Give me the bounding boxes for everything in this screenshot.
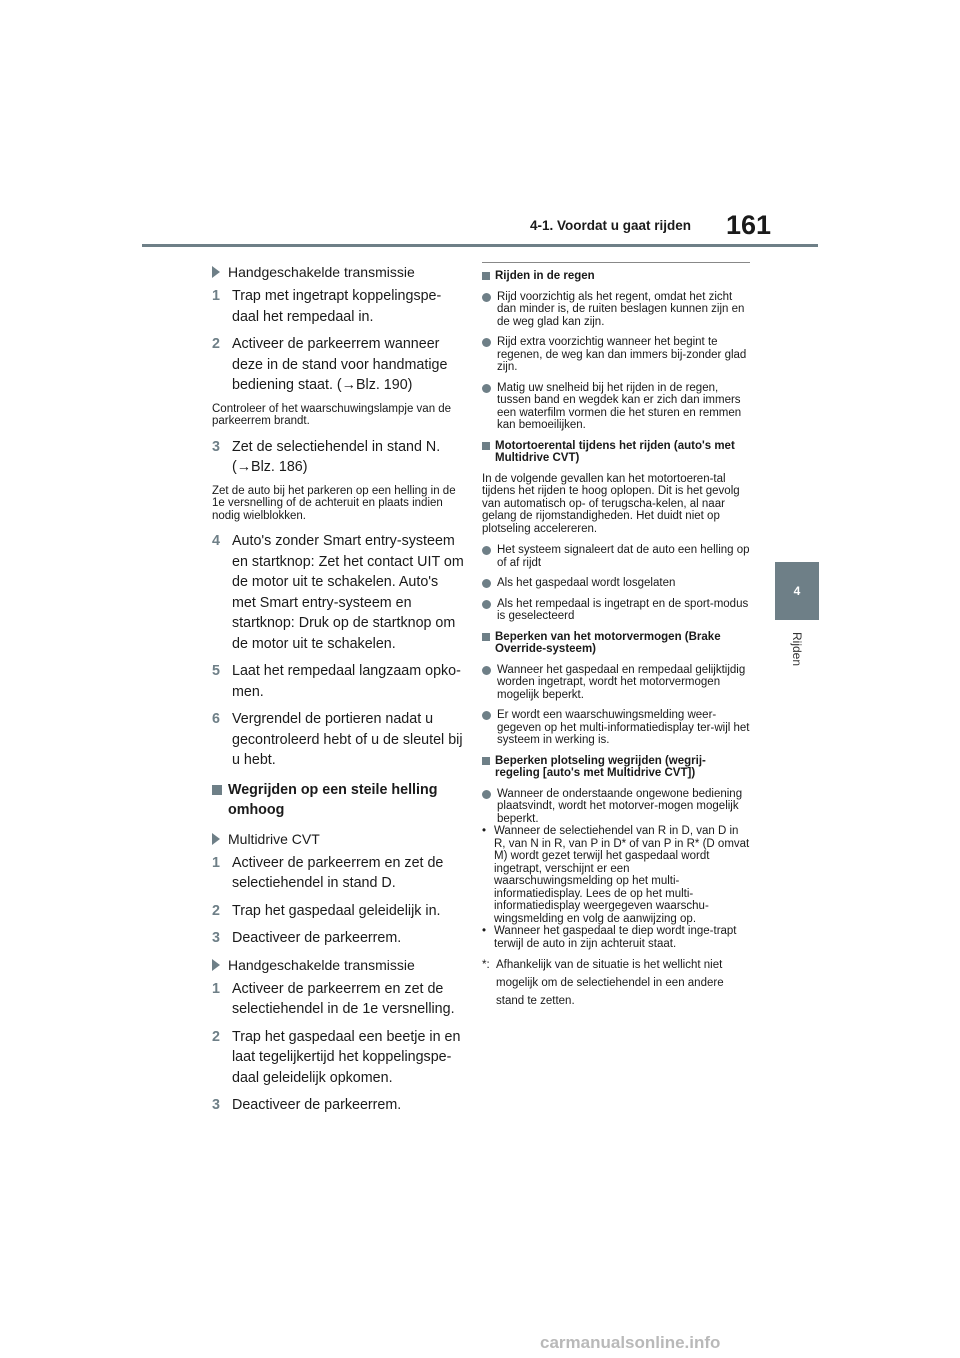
step: 1 Trap met ingetrapt koppelingspe-daal het rempedaal in.: [212, 288, 442, 325]
bullet-icon: [482, 790, 491, 799]
bullet-icon: [482, 711, 491, 720]
step: 4 Auto's zonder Smart entry-systeem en startknop: Zet het contact UIT om de motor uit te schakelen. Auto's met Smart entry-systeem en startknop: Druk op de startknop om de motor uit te schakelen.: [212, 533, 464, 652]
square-icon: [482, 633, 490, 641]
info-heading: Rijden in de regen: [482, 270, 750, 283]
bullet-icon: [482, 666, 491, 675]
info-heading: Beperken plotseling wegrijden (wegrij-regeling [auto's met Multidrive CVT]): [482, 755, 750, 780]
bullet-item: Het systeem signaleert dat de auto een helling op of af rijdt: [482, 544, 750, 569]
subsection-cvt: Multidrive CVT: [212, 831, 464, 847]
section-heading: Wegrijden op een steile helling omhoog: [212, 780, 464, 821]
bullet-item: Er wordt een waarschuwingsmelding weer-gegeven op het multi-informatiedisplay ter-wijl het systeem in werking is.: [482, 709, 750, 747]
step: 3 Deactiveer de parkeerrem.: [212, 1097, 402, 1113]
step: 1 Activeer de parkeerrem en zet de selectiehendel in stand D.: [212, 854, 444, 891]
square-icon: [482, 442, 490, 450]
step: 2 Trap het gaspedaal geleidelijk in.: [212, 902, 441, 919]
step: 2 Trap het gaspedaal een beetje in en laat tegelijkertijd het koppelingspe-daal geleidelijk opkomen.: [212, 1028, 461, 1086]
info-heading: Motortoerental tijdens het rijden (auto's met Multidrive CVT): [482, 440, 750, 465]
bullet-icon: [482, 579, 491, 588]
bullet-item: Wanneer het gaspedaal en rempedaal gelijktijdig worden ingetrapt, wordt het motorvermogen mogelijk beperkt.: [482, 664, 750, 702]
note: Controleer of het waarschuwingslampje van de parkeerrem brandt.: [212, 402, 452, 427]
triangle-icon: [212, 959, 220, 971]
paragraph: In de volgende gevallen kan het motortoeren-tal tijdens het rijden te hoog oplopen. Dit is het gevolg van automatisch op- of terugscha-kelen, al naar gelang de rijomstandigheden. Het duidt niet op plotseling accelereren.: [482, 472, 740, 535]
chapter-label: Rijden: [790, 632, 804, 667]
bullet-item: Matig uw snelheid bij het rijden in de regen, tussen band en wegdek kan er zich dan immers een waterfilm vormen die het sturen en remmen kan bemoeilijken.: [482, 382, 750, 432]
note: Zet de auto bij het parkeren op een helling in de 1e versnelling of de achteruit en plaats indien nodig wielblokken.: [212, 484, 456, 522]
sub-bullet-item: • Wanneer de selectiehendel van R in D, van D in R, van N in R, van P in D* of van P in R* (D omvat M) wordt gezet terwijl het gaspedaal wordt ingetrapt, verschijnt er een waarschuwingsmelding op het multi-informatiedisplay. Lees de op het multi-informatiedisplay weergegeven waarschu-wingsmelding en volg de aanwijzing op.: [482, 825, 750, 925]
step: 5 Laat het rempedaal langzaam opko-men.: [212, 663, 461, 700]
step: 1 Activeer de parkeerrem en zet de selectiehendel in de 1e versnelling.: [212, 980, 455, 1017]
subsection-manual-1: Handgeschakelde transmissie: [212, 264, 464, 280]
step: 2 Activeer de parkeerrem wanneer deze in de stand voor handmatige bediening staat. (→Blz. 190): [212, 336, 448, 393]
bullet-item: Als het rempedaal is ingetrapt en de sport-modus is geselecteerd: [482, 598, 750, 623]
sub-bullet-item: • Wanneer het gaspedaal te diep wordt inge-trapt terwijl de auto in zijn achteruit staat.: [482, 925, 737, 950]
bullet-icon: [482, 384, 491, 393]
bullet-icon: [482, 546, 491, 555]
bullet-item: Wanneer de onderstaande ongewone bediening plaatsvindt, wordt het motorver-mogen mogelijk beperkt.: [482, 788, 750, 826]
bullet-icon: [482, 600, 491, 609]
square-icon: [482, 757, 490, 765]
right-column: [482, 262, 750, 1010]
bullet-icon: [482, 338, 491, 347]
footnote: *: Afhankelijk van de situatie is het wellicht niet mogelijk om de selectiehendel in een andere stand te zetten.: [482, 959, 724, 1007]
section-title: 4-1. Voordat u gaat rijden: [530, 218, 692, 233]
left-column: [212, 256, 464, 1123]
triangle-icon: [212, 833, 220, 845]
chapter-tab: 4: [775, 562, 819, 620]
bullet-item: Rijd extra voorzichtig wanneer het begint te regenen, de weg kan dan immers bij-zonder glad zijn.: [482, 336, 750, 374]
bullet-item: Rijd voorzichtig als het regent, omdat het zicht dan minder is, de ruiten beslagen kunnen zijn en de weg glad kan zijn.: [482, 291, 750, 329]
step: 6 Vergrendel de portieren nadat u gecontroleerd hebt of u de sleutel bij u hebt.: [212, 711, 463, 768]
header-divider: [142, 244, 818, 247]
bullet-item: Als het gaspedaal wordt losgelaten: [482, 577, 750, 590]
step: 3 Deactiveer de parkeerrem.: [212, 930, 402, 946]
bullet-icon: [482, 293, 491, 302]
page-number: 161: [726, 210, 772, 240]
step: 3 Zet de selectiehendel in stand N. (→Blz. 186): [212, 438, 441, 475]
subsection-manual-2: Handgeschakelde transmissie: [212, 957, 464, 973]
square-icon: [212, 785, 222, 795]
square-icon: [482, 272, 490, 280]
watermark: carmanualsonline.info: [540, 1333, 721, 1352]
info-heading: Beperken van het motorvermogen (Brake Override-systeem): [482, 631, 750, 656]
triangle-icon: [212, 266, 220, 278]
